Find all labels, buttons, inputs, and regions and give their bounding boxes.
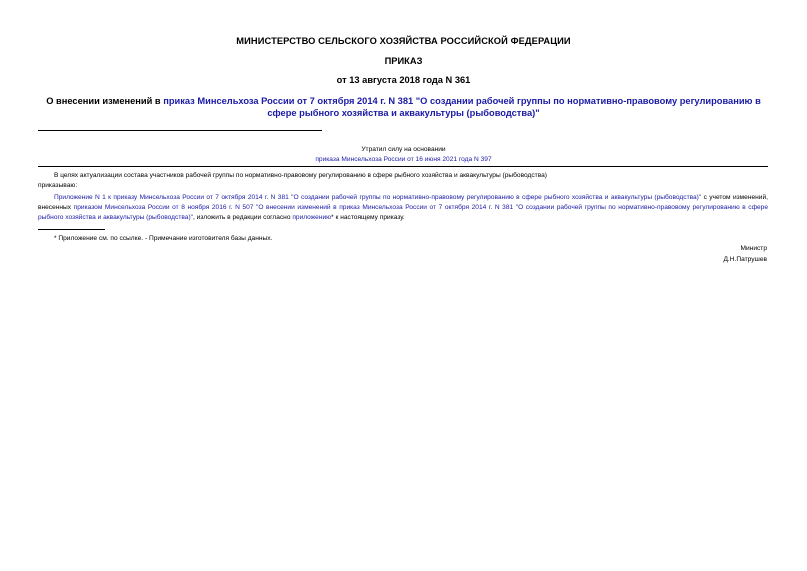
signer-name: Д.Н.Патрушев: [723, 256, 767, 263]
footnote: * Приложение см. по ссылке. - Примечание изготовителя базы данных.: [54, 235, 273, 242]
paragraph-order: приказываю:: [38, 182, 78, 189]
appendix-link[interactable]: Приложение N 1 к приказу Минсельхоза России от 7 октября 2014 г. N 381 "О создании рабочей группы по нормативно-правовому регулированию в сфере рыбного хозяйства и аквакультуры (рыбоводства)": [54, 194, 702, 201]
document-date-number: от 13 августа 2018 года N 361: [336, 75, 471, 85]
divider-top: [38, 130, 322, 131]
attachment-link[interactable]: приложению: [292, 213, 332, 221]
lost-force-link[interactable]: приказа Минсельхоза России от 16 июня 2021 года N 397: [315, 156, 492, 163]
title-link[interactable]: приказ Минсельхоза России от 7 октября 2014 г. N 381 "О создании рабочей группы по нормативно-правовому регулированию в сфере рыбного хозяйства и аквакультуры (рыбоводства)": [163, 96, 761, 118]
document-title: [44, 96, 763, 119]
paragraph-changes-text-2: , изложить в редакции согласно: [192, 213, 293, 221]
amending-order-link[interactable]: приказом Минсельхоза России от 8 ноября 2016 г. N 507 "О внесении изменений в приказ Минсельхоза России от 7 октября 2014 г. N 381 "О создании рабочей группы по нормативно-правовому регулированию в сфере рыбного хозяйства и аквакультуры (рыбоводства)": [38, 203, 768, 221]
ministry-name: МИНИСТЕРСТВО СЕЛЬСКОГО ХОЗЯЙСТВА РОССИЙСКОЙ ФЕДЕРАЦИИ: [236, 36, 571, 46]
paragraph-changes-text-3: * к настоящему приказу.: [331, 213, 405, 221]
paragraph-changes: [38, 193, 768, 222]
paragraph-purpose: В целях актуализации состава участников рабочей группы по нормативно-правовому регулированию в сфере рыбного хозяйства и аквакультуры (рыбоводства): [54, 172, 547, 179]
signer-position: Министр: [740, 245, 767, 252]
lost-force-note: [0, 145, 807, 165]
title-prefix: О внесении изменений в: [46, 96, 164, 106]
lost-force-text: Утратил силу на основании: [361, 146, 446, 153]
paragraph-changes-text-1: с учетом изменений, внесенных: [38, 194, 768, 211]
divider-long: [38, 166, 768, 167]
footnote-divider: [38, 229, 105, 230]
document-type: ПРИКАЗ: [384, 56, 423, 66]
